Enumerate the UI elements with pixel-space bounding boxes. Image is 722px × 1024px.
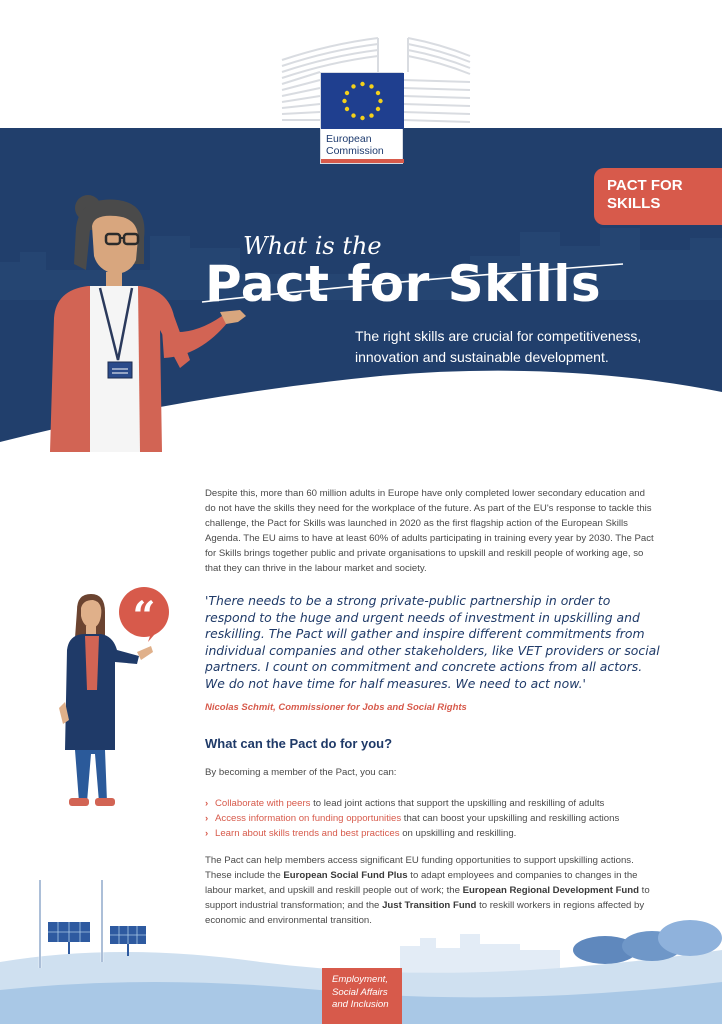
solar-panel-icon bbox=[48, 922, 146, 956]
benefit-text: that can boost your upskilling and reskilling actions bbox=[401, 813, 620, 824]
benefits-list bbox=[205, 796, 675, 841]
quote-bubble-icon bbox=[118, 586, 174, 642]
subtitle bbox=[355, 326, 685, 368]
page-title: Pact for Skills bbox=[205, 255, 602, 313]
funding-erdf: European Regional Development Fund bbox=[462, 885, 640, 896]
section-title: What can the Pact do for you? bbox=[205, 736, 393, 751]
list-item bbox=[205, 796, 675, 811]
dg-line-1: Employment, bbox=[332, 974, 388, 985]
woman-with-badge-illustration bbox=[40, 190, 260, 452]
header-band bbox=[0, 0, 722, 460]
logo-line-2: Commission bbox=[326, 145, 384, 157]
dg-line-2: Social Affairs bbox=[332, 986, 388, 998]
intro-paragraph: Despite this, more than 60 million adults in Europe have only completed lower secondary education and do not have the skills they need for the workplace of the future. As part of the EU's response to tackle this challenge, the Pact for Skills was launched in 2020 as the first flagship action of the European Skills Agenda. The EU aims to have at least 60% of adults participating in training every year by 2030. The Pact for Skills brings together public and private organisations to upskill and reskill people of working age, so that they can thrive in the labour market and society. bbox=[205, 488, 654, 574]
funding-text-1: The Pact can help members access significant EU funding opportunities to support upskilling actions. These include the bbox=[205, 855, 634, 881]
funding-esf-plus: European Social Fund Plus bbox=[283, 870, 408, 881]
funding-text-3: to support industrial transformation; and the bbox=[205, 885, 650, 911]
funding-jtf: Just Transition Fund bbox=[382, 900, 477, 911]
pact-for-skills-badge bbox=[594, 168, 722, 225]
title-small: What is the bbox=[243, 232, 382, 260]
list-item bbox=[205, 826, 675, 841]
logo-accent-bar bbox=[321, 159, 404, 163]
eu-flag-icon bbox=[321, 73, 404, 129]
badge-line-2: SKILLS bbox=[607, 195, 661, 212]
logo-line-1: European bbox=[326, 133, 372, 145]
svg-text:“: “ bbox=[132, 593, 156, 640]
subtitle-line-2: innovation and sustainable development. bbox=[355, 349, 609, 365]
quote-author: Nicolas Schmit, Commissioner for Jobs and Social Rights bbox=[205, 702, 467, 713]
list-item bbox=[205, 811, 675, 826]
dg-employment-badge bbox=[322, 968, 402, 1024]
title-swoosh bbox=[198, 262, 628, 308]
subtitle-line-1: The right skills are crucial for competitiveness, bbox=[355, 328, 642, 344]
badge-line-1: PACT FOR bbox=[607, 177, 683, 194]
funding-text-4: to reskill workers in regions affected by economic and environmental transition. bbox=[205, 900, 645, 926]
section-lead: By becoming a member of the Pact, you can: bbox=[205, 767, 397, 778]
commissioner-quote: 'There needs to be a strong private-public partnership in order to respond to the huge and urgent needs of investment in upskilling and reskilling. The Pact will gather and inspire different commitments from individual companies and other stakeholders, like VET providers or social partners. I count on commitment and concrete actions from all actors. We do not have time for half measures. We need to act now.' bbox=[205, 593, 660, 691]
benefit-text: to lead joint actions that support the upskilling and reskilling of adults bbox=[310, 798, 605, 809]
benefit-highlight: Access information on funding opportunities bbox=[215, 813, 402, 824]
benefit-highlight: Learn about skills trends and best practices bbox=[215, 828, 400, 839]
logo-wordmark bbox=[326, 133, 384, 157]
funding-text-2: to adapt employees and companies to changes in the labour market, and upskill and reskill people out of work; the bbox=[205, 870, 638, 896]
european-commission-logo bbox=[320, 72, 403, 164]
benefit-highlight: Collaborate with peers bbox=[215, 798, 311, 809]
dg-line-3: and Inclusion bbox=[332, 999, 389, 1010]
benefit-text: on upskilling and reskilling. bbox=[399, 828, 517, 839]
